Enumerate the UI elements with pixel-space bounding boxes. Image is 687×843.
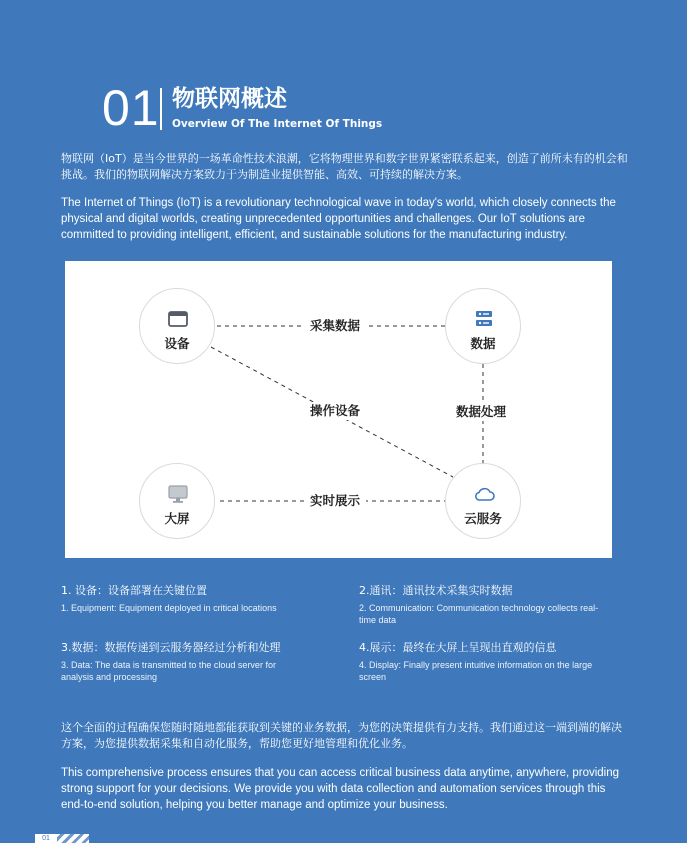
step-desc-en: 2. Communication: Communication technology collects real-time data xyxy=(359,603,599,625)
step-item-equipment xyxy=(61,583,341,614)
section-title-en: Overview Of The Internet Of Things xyxy=(172,118,383,130)
node-screen xyxy=(139,463,215,539)
edge-label-collect: 采集数据 xyxy=(304,317,366,335)
step-desc-en: 4. Display: Finally present intuitive information on the large screen xyxy=(359,660,593,682)
section-title-cn: 物联网概述 xyxy=(172,86,287,112)
step-title-cn: 3.数据：数据传递到云服务器经过分析和处理 xyxy=(61,641,281,654)
step-title-cn: 2.通讯：通讯技术采集实时数据 xyxy=(359,584,513,597)
node-screen-label: 大屏 xyxy=(164,511,190,526)
step-desc-en: 3. Data: The data is transmitted to the cloud server for analysis and processing xyxy=(61,660,276,682)
server-icon xyxy=(473,309,495,329)
node-cloud xyxy=(445,463,521,539)
monitor-icon xyxy=(167,484,189,504)
node-device-label: 设备 xyxy=(164,336,190,351)
intro-paragraph-en: The Internet of Things (IoT) is a revolutionary technological wave in today's world, which closely connects the physical and digital worlds, creating unprecedented opportunities and challenges. Our IoT solutions are committed to providing intelligent, efficient, and sustainable solutions for the manufacturing industry. xyxy=(61,197,616,241)
summary-paragraph-cn: 这个全面的过程确保您随时随地都能获取到关键的业务数据，为您的决策提供有力支持。我们通过这一端到端的解决方案，为您提供数据采集和自动化服务，帮助您更好地管理和优化业务。 xyxy=(61,721,622,750)
step-title-cn: 4.展示：最终在大屏上呈现出直观的信息 xyxy=(359,641,557,654)
step-item-data xyxy=(61,640,306,683)
node-cloud-label: 云服务 xyxy=(464,511,502,526)
step-item-display xyxy=(359,640,609,683)
summary-paragraph-en: This comprehensive process ensures that you can access critical business data anytime, anywhere, providing strong support for your decisions. We provide you with data collection and automation services through this end-to-end solution, helping you better manage and optimize your business. xyxy=(61,767,620,811)
node-device xyxy=(139,288,215,364)
cloud-icon xyxy=(473,484,495,504)
edge-label-display: 实时展示 xyxy=(304,492,366,510)
page-number: 01 xyxy=(35,834,57,843)
node-data xyxy=(445,288,521,364)
edge-label-process: 数据处理 xyxy=(450,403,512,421)
page-number-tag xyxy=(35,834,89,843)
step-item-communication xyxy=(359,583,609,626)
edge-label-operate: 操作设备 xyxy=(304,402,366,420)
iot-flow-diagram xyxy=(65,261,612,558)
intro-paragraph-cn: 物联网（IoT）是当今世界的一场革命性技术浪潮，它将物理世界和数字世界紧密联系起来，创造了前所未有的机会和挑战。我们的物联网解决方案致力于为制造业提供智能、高效、可持续的解决方案。 xyxy=(61,152,628,181)
step-desc-en: 1. Equipment: Equipment deployed in critical locations xyxy=(61,603,277,613)
node-data-label: 数据 xyxy=(470,336,496,351)
device-window-icon xyxy=(167,309,189,329)
section-divider xyxy=(160,88,162,130)
section-number: 01 xyxy=(102,80,160,136)
step-title-cn: 1. 设备：设备部署在关键位置 xyxy=(61,584,207,597)
